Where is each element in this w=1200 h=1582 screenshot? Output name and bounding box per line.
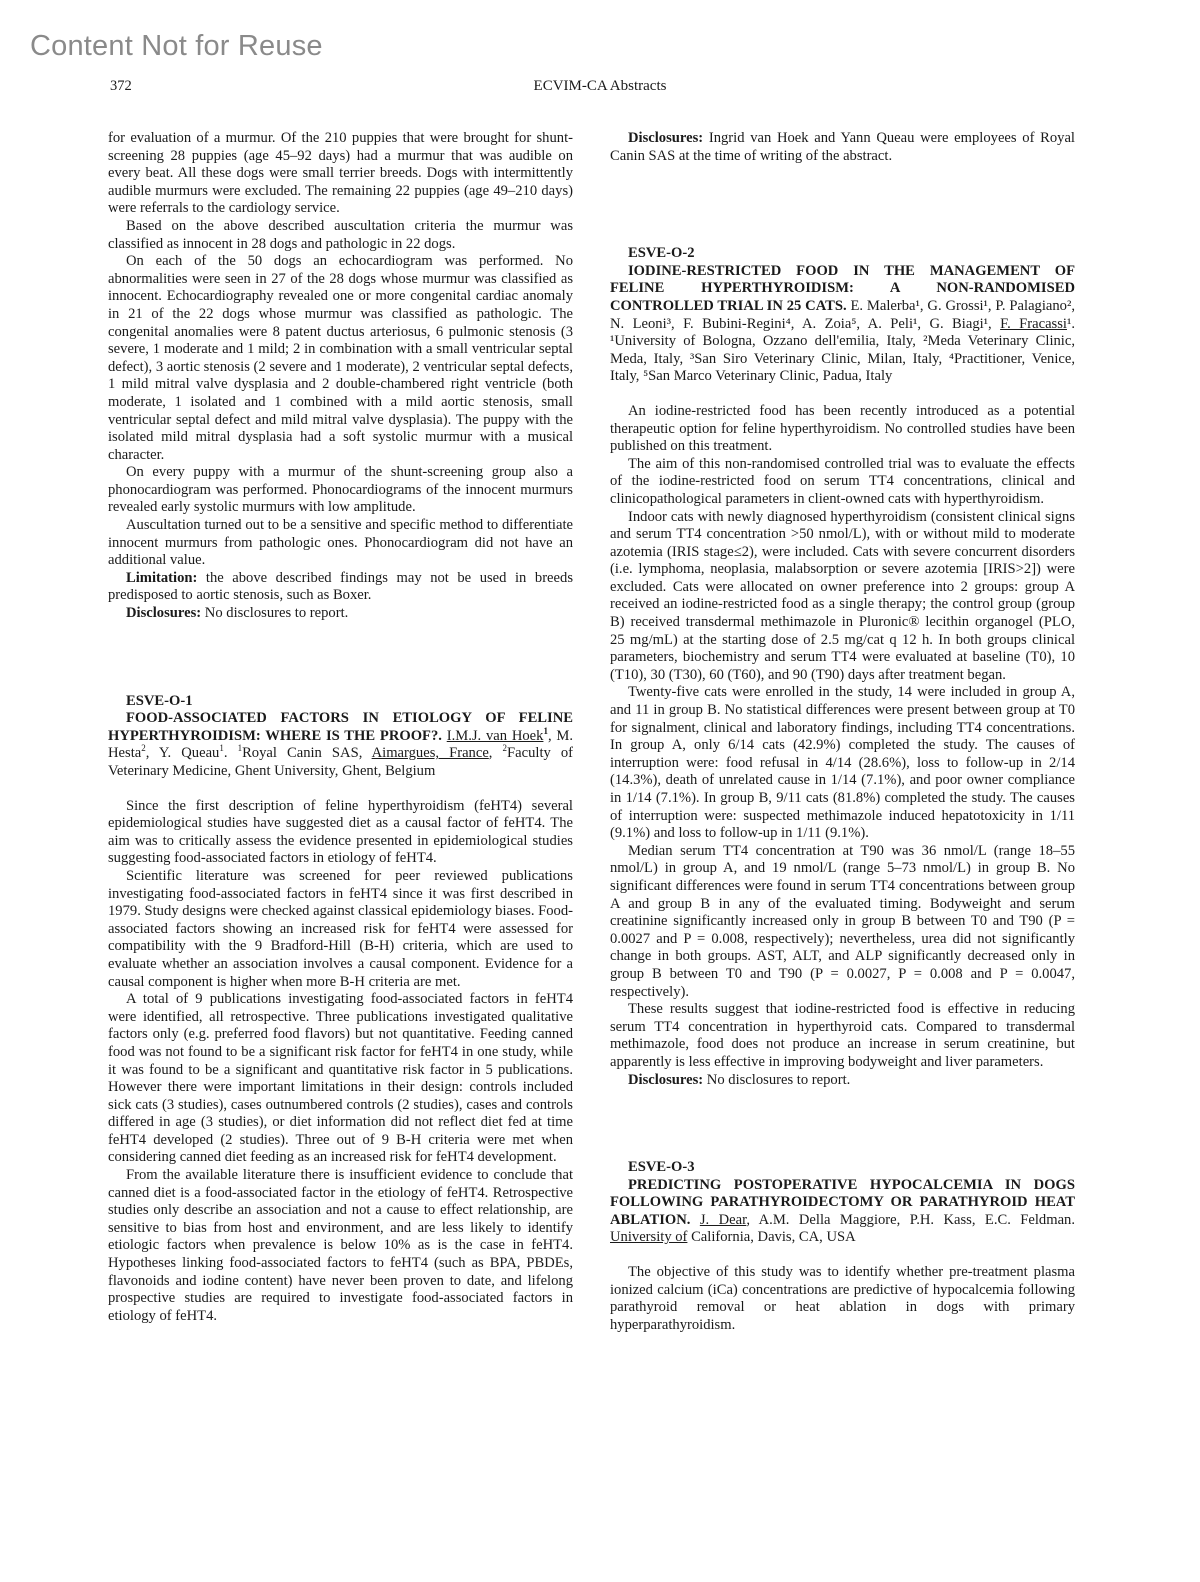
right-column bbox=[610, 130, 1075, 1334]
limitation-label: Limitation: bbox=[126, 569, 198, 586]
abstract-esve-o-2 bbox=[610, 245, 1075, 1089]
limitation-paragraph bbox=[108, 570, 573, 605]
abstract-title bbox=[610, 263, 1075, 386]
paragraph: Scientific literature was screened for peer reviewed publications investigating food-associated factors in feHT4 since it was first described in 1979. Study designs were checked against classical epidemiology biases. Food-associated factors showing an increased risk for feHT4 were assessed for compatibility with the 9 Bradford-Hill (B-H) criteria, which are used to evaluate whether an association involves a causal component. Evidence for a causal component is higher when more B-H criteria are met. bbox=[108, 867, 573, 990]
abstract-id: ESVE-O-2 bbox=[628, 245, 695, 262]
disclosures-text: Ingrid van Hoek and Yann Queau were employees of Royal Canin SAS at the time of writing of the abstract. bbox=[610, 130, 1075, 164]
paragraph: Twenty-five cats were enrolled in the study, 14 were included in group A, and 11 in group B. No statistical differences were present between group at T0 for signalment, clinical and laboratory findings, including TT4 concentrations. In group A, only 6/14 cats (42.9%) completed the study. The causes of interruption were: food refusal in 4/14 (28.6%), loss to follow-up in 2/14 (14.3%), death of unrelated cause in 1/14 (7.1%), and poor owner compliance in 1/14 (7.1%). In group B, 9/11 cats (81.8%) completed the study. The causes of interruption were: suspected methimazole induced hepatotoxicity in 1/11 (9.1%) and loss to follow-up in 1/11 (9.1%). bbox=[610, 684, 1075, 842]
affiliation: Royal Canin SAS, bbox=[242, 745, 372, 762]
disclosures-label: Disclosures: bbox=[126, 605, 202, 622]
left-column bbox=[108, 130, 573, 1325]
affiliation: California, Davis, CA, USA bbox=[687, 1229, 856, 1246]
paragraph: Indoor cats with newly diagnosed hyperthyroidism (consistent clinical signs and serum TT4 concentration >50 nmol/L), with or without mild to moderate azotemia (IRIS stage≤2), were included. Cats with severe concurrent disorders (i.e. lymphoma, neoplasia, malabsorption or severe azotemia [IRIS>2]) were excluded. Cats were allocated on owner preference into 2 groups: group A received an iodine-restricted food as a single therapy; the control group (group B) received transdermal methimazole in Pluronic® lecithin organogel (PLO, 25 mg/mL) at the starting dose of 2.5 mg/cat q 12 h. In both groups clinical parameters, biochemistry and serum TT4 were evaluated at baseline (T0), 10 (T10), 30 (T30), 60 (T60), and 90 (T90) days after treatment began. bbox=[610, 508, 1075, 683]
paragraph: for evaluation of a murmur. Of the 210 puppies that were brought for shunt-screening 28 puppies (age 45–92 days) had a murmur that was audible on every beat. All these dogs were small terrier breeds. Dogs with intermittently audible murmurs were excluded. The remaining 22 puppies (age 49–210 days) were referrals to the cardiology service. bbox=[108, 130, 573, 217]
paragraph: Since the first description of feline hyperthyroidism (feHT4) several epidemiological studies have suggested diet as a causal factor of feHT4. The aim was to critically assess the evidence presented in epidemiological studies suggesting food-associated factors in etiology of feHT4. bbox=[108, 797, 573, 867]
affiliation: , bbox=[488, 745, 503, 762]
abstract-title-text: PREDICTING POSTOPERATIVE HYPOCALCEMIA IN DOGS FOLLOWING PARATHYROIDECTOMY OR PARATHYROID HEAT ABLATION. bbox=[610, 1176, 1075, 1228]
paragraph: These results suggest that iodine-restricted food is effective in reducing serum TT4 concentration in hyperthyroid cats. Compared to transdermal methimazole, food does not produce an increase in serum creatinine, but apparently is less effective in improving bodyweight and liver parameters. bbox=[610, 1001, 1075, 1070]
limitation-text: the above described findings may not be used in breeds predisposed to aortic stenosis, such as Boxer. bbox=[108, 569, 573, 604]
affiliation: Faculty of Veterinary Medicine, Ghent University, Ghent, Belgium bbox=[108, 745, 574, 779]
author: , M. Hesta bbox=[108, 727, 573, 762]
abstract-esve-o-3 bbox=[610, 1159, 1075, 1334]
paragraph: From the available literature there is insufficient evidence to conclude that canned diet is a food-associated factor in the etiology of feHT4. Retrospective studies only describe an association and not a cause to effect relationship, are sensitive to bias from host and environment, and are less likely to identify etiologic factors when prevalence is below 10% as is the case in feHT4. Hypotheses linking food-associated factors to feHT4 (such as BPA, PBDEs, flavonoids and iodine content) have never been proven to date, and lifelong prospective studies are required to investigate food-associated factors in etiology of feHT4. bbox=[108, 1167, 573, 1324]
author: J. Dear bbox=[699, 1211, 747, 1228]
page-number: 372 bbox=[110, 78, 132, 94]
abstract-title bbox=[610, 1177, 1075, 1247]
affiliation: Aimargues, France bbox=[371, 745, 489, 762]
abstract-id: ESVE-O-3 bbox=[628, 1159, 695, 1176]
paragraph: On each of the 50 dogs an echocardiogram was performed. No abnormalities were seen in 27 of the 28 dogs whose murmur was classified as innocent. Echocardiography revealed one or more congenital cardiac anomaly in 21 of the 22 dogs whose murmur was classified as pathologic. The congenital anomalies were 8 patent ductus arteriosus, 6 pulmonic stenosis (3 severe, 1 moderate and 1 mild; 2 in combination with a small ventricular septal defect), 3 aortic stenosis (2 severe and 1 moderate), 2 ventricular septal defects, 1 mild mitral valve dysplasia and 2 double-chambered right ventricle (both moderate, 1 isolated and 1 combined with a mild aortic stenosis, small ventricular septal defect and mild mitral valve dysplasia). The puppy with the isolated mild mitral dysplasia had a soft systolic murmur with a musical character. bbox=[108, 253, 573, 463]
paragraph: Median serum TT4 concentration at T90 was 36 nmol/L (range 18–55 nmol/L) in group A, and 19 nmol/L (range 5–73 nmol/L) in group B. No significant differences were found in serum TT4 concentrations between group A and group B in any of the evaluated timing. Bodyweight and serum creatinine significantly increased only in group B between T0 and T90 (P = 0.0027 and P = 0.008, respectively); nevertheless, urea did not significantly change in both groups. AST, ALT, and ALP significantly decreased only in group B between T0 and T90 (P = 0.0027, P = 0.008 and P = 0.0047, respectively). bbox=[610, 842, 1075, 1000]
paragraph: The objective of this study was to identify whether pre-treatment plasma ionized calcium (iCa) concentrations are predictive of hypocalcemia following parathyroid removal or heat ablation in dogs with primary hyperparathyroidism. bbox=[610, 1264, 1075, 1333]
paragraph: The aim of this non-randomised controlled trial was to evaluate the effects of the iodine-restricted food on serum TT4 concentrations, clinical and clinicopathological parameters in client-owned cats with hyperthyroidism. bbox=[610, 455, 1075, 507]
abstract-title-text: FOOD-ASSOCIATED FACTORS IN ETIOLOGY OF FELINE HYPERTHYROIDISM: WHERE IS THE PROOF?. bbox=[108, 710, 573, 744]
authors: E. Malerba¹, G. Grossi¹, P. Palagiano², N. Leoni³, F. Bubini-Regini⁴, A. Zoia⁵, A. Peli¹, G. Biagi¹, bbox=[610, 297, 1075, 332]
author: , Y. Queau bbox=[145, 745, 220, 762]
paragraph: On every puppy with a murmur of the shunt-screening group also a phonocardiogram was performed. Phonocardiograms of the innocent murmurs revealed early systolic murmurs with low amplitude. bbox=[108, 464, 573, 516]
affiliation: ¹. ¹University of Bologna, Ozzano dell'emilia, Italy, ²Meda Veterinary Clinic, Meda, Italy, ³San Siro Veterinary Clinic, Milan, Italy, ⁴Practitioner, Venice, Italy, ⁵San Marco Veterinary Clinic, Padua, Italy bbox=[610, 315, 1075, 385]
disclosures-text: No disclosures to report. bbox=[201, 605, 349, 622]
paragraph: A total of 9 publications investigating food-associated factors in feHT4 were identified, all retrospective. Three publications investigated qualitative factors only (e.g. preferred food flavors) but not quantitative. Feeding canned food was not found to be a significant risk factor for feHT4 in one study, while it was found to be a significant and quantitative risk factor in 5 publications. However there were important limitations in their design: controls included sick cats (3 studies), cases outnumbered controls (2 studies), cases and controls differed in age (3 studies), or diet information did not reflect diet fed at time feHT4 developed (2 studies). Three out of 9 B-H criteria were met when considering canned diet feeding as an increased risk for feHT4 development. bbox=[108, 991, 573, 1166]
abstract-title-text: IODINE-RESTRICTED FOOD IN THE MANAGEMENT OF FELINE HYPERTHYROIDISM: A NON-RANDOMISED CONTROLLED TRIAL IN 25 CATS. bbox=[610, 262, 1075, 314]
disclosures-label: Disclosures: bbox=[628, 1071, 704, 1088]
affiliation: . bbox=[223, 745, 238, 762]
paragraph: An iodine-restricted food has been recently introduced as a potential therapeutic option for feline hyperthyroidism. No controlled studies have been published on this treatment. bbox=[610, 402, 1075, 455]
authors: , A.M. Della Maggiore, P.H. Kass, E.C. Feldman. bbox=[746, 1211, 1075, 1228]
running-title: ECVIM-CA Abstracts bbox=[533, 78, 667, 94]
watermark: Content Not for Reuse bbox=[30, 30, 323, 62]
paragraph: Auscultation turned out to be a sensitive and specific method to differentiate innocent murmurs from pathologic ones. Phonocardiogram did not have an additional value. bbox=[108, 517, 573, 569]
disclosures-text: No disclosures to report. bbox=[703, 1071, 851, 1088]
affiliation: University of bbox=[610, 1229, 688, 1246]
abstract-esve-o-1 bbox=[108, 693, 573, 1326]
abstract-id: ESVE-O-1 bbox=[126, 692, 193, 709]
disclosures-label: Disclosures: bbox=[628, 130, 704, 146]
paragraph: Based on the above described auscultation criteria the murmur was classified as innocent in 28 dogs and pathologic in 22 dogs. bbox=[108, 217, 573, 252]
disclosures-paragraph bbox=[610, 130, 1075, 165]
author: F. Fracassi bbox=[1000, 315, 1067, 332]
author: I.M.J. van Hoek bbox=[446, 727, 544, 744]
disclosures-paragraph bbox=[610, 1072, 1075, 1090]
abstract-title: FOOD-ASSOCIATED FACTORS IN ETIOLOGY OF FELINE HYPERTHYROIDISM: WHERE IS THE PROOF?. I.M.J. van Hoek$^1$, M. Hesta$^2$, Y. Queau$^1$. $^1$Royal Canin SAS, Aimargues, France, $^2$Faculty of Veterinary Medicine, Ghent University, Ghent, Belgium bbox=[108, 710, 574, 779]
disclosures-paragraph bbox=[108, 605, 573, 623]
